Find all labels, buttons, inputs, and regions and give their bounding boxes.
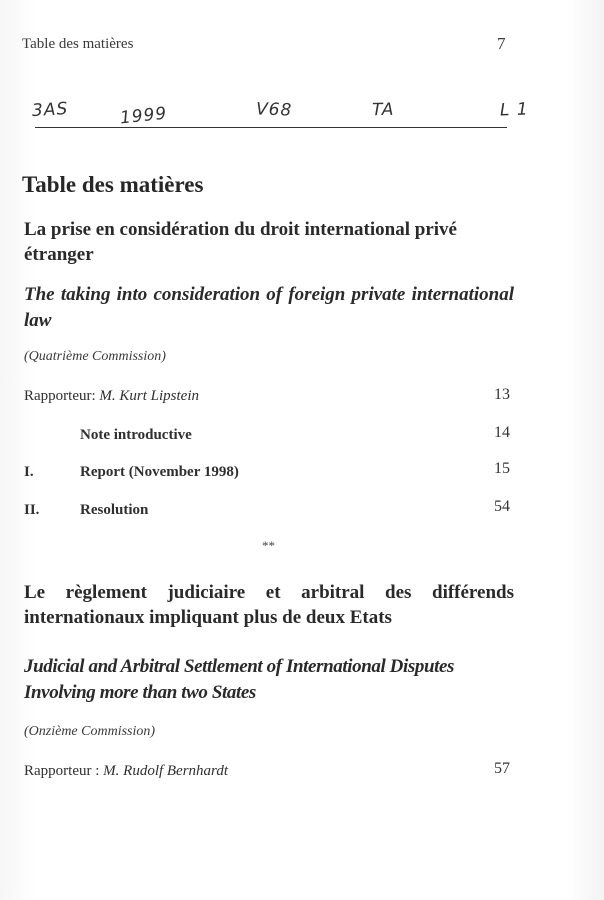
section1-rapporteur-page: 13: [494, 386, 510, 403]
handwritten-note: TA: [371, 99, 395, 121]
rapporteur-label: Rapporteur :: [24, 763, 100, 779]
handwritten-note: 1999: [119, 103, 169, 129]
toc-entry-page: 14: [494, 424, 510, 441]
handwritten-note: V68: [255, 99, 293, 121]
handwritten-note: 3AS: [31, 99, 69, 121]
handwritten-note: L 1: [499, 99, 530, 121]
rapporteur-label: Rapporteur:: [24, 388, 96, 404]
toc-entry-page: 54: [494, 498, 510, 515]
toc-entry-label: Note introductive: [80, 427, 192, 443]
toc-entry-number: I.: [24, 464, 34, 480]
rapporteur-name: M. Rudolf Bernhardt: [103, 763, 229, 779]
rapporteur-name: M. Kurt Lipstein: [99, 388, 200, 404]
page-number: 7: [497, 34, 506, 53]
section2-rapporteur-page: 57: [494, 760, 510, 777]
toc-entry-page: 15: [494, 460, 510, 477]
section2-rapporteur: [24, 763, 228, 780]
section1-commission: (Quatrième Commission): [24, 349, 166, 364]
section1-title-fr: La prise en considération du droit international privé étranger: [24, 219, 457, 265]
running-header-title: Table des matières: [22, 36, 134, 52]
toc-title: Table des matières: [22, 172, 204, 197]
section2-title-fr: Le règlement judiciaire et arbitral des différends internationaux impliquant plus de deux Etats: [24, 582, 514, 628]
header-rule: [35, 127, 507, 128]
toc-entry-number: II.: [24, 502, 40, 518]
section1-title-en: The taking into consideration of foreign private international law: [24, 284, 514, 331]
section-separator: **: [262, 538, 275, 553]
toc-entry-label: Report (November 1998): [80, 464, 239, 480]
section1-rapporteur: [24, 388, 199, 405]
section2-commission: (Onzième Commission): [24, 724, 156, 739]
toc-entry-label: Resolution: [80, 502, 149, 518]
section2-title-en: Judicial and Arbitral Settlement of International Disputes Involving more than two States: [24, 656, 455, 703]
